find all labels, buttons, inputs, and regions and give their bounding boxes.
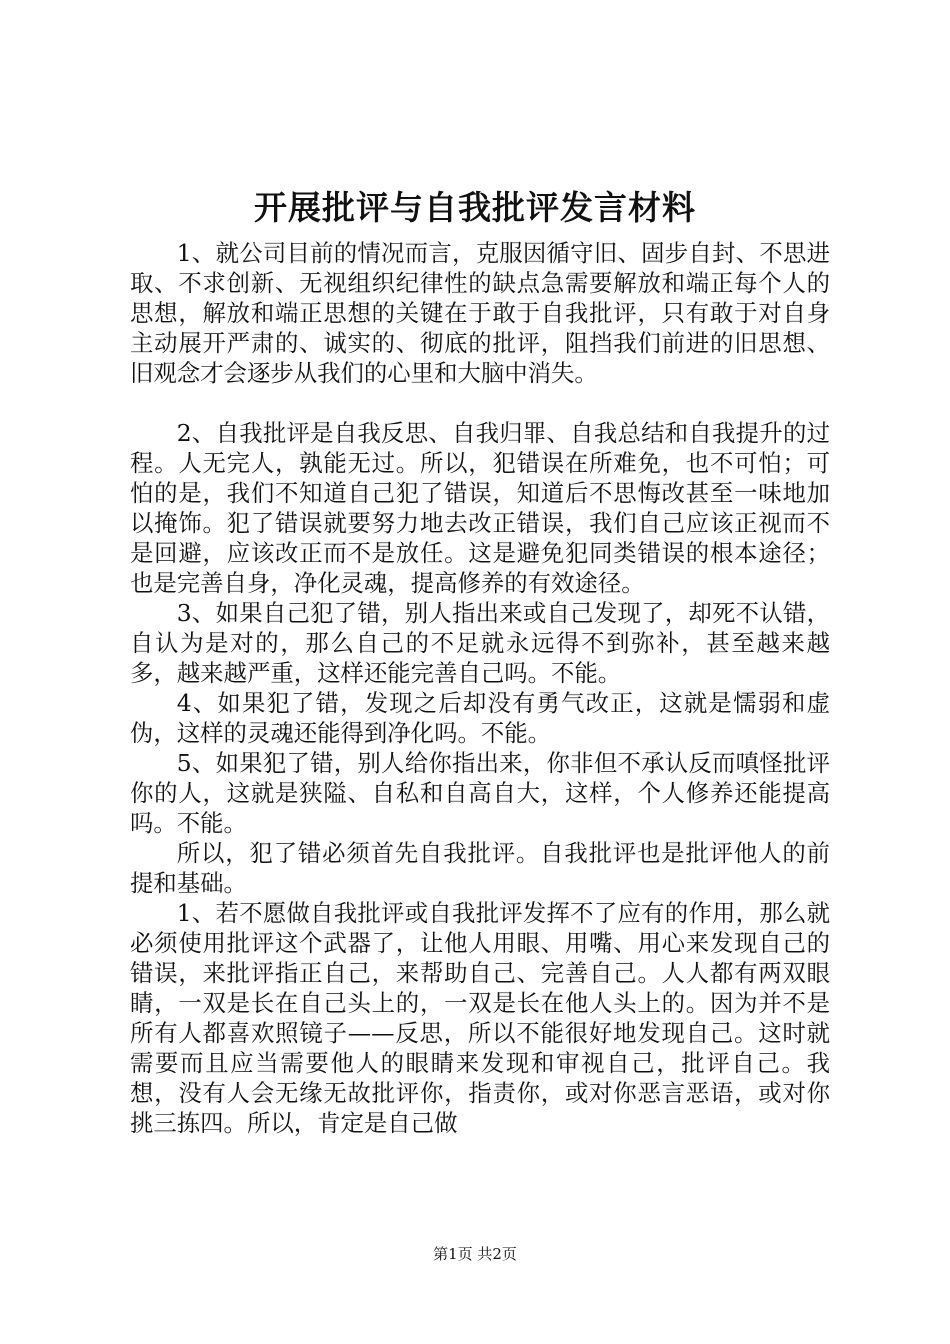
document-title: 开展批评与自我批评发言材料 [254,188,696,227]
document-body [130,238,830,1138]
paragraph-spacer [130,388,830,418]
page-footer: 第1页 共2页 [433,1245,517,1263]
paragraph-5: 5、如果犯了错，别人给你指出来，你非但不承认反而嗔怪批评你的人，这就是狭隘、自私和自高自大，这样，个人修养还能提高吗。不能。 [130,749,830,837]
paragraph-6: 所以，犯了错必须首先自我批评。自我批评也是批评他人的前提和基础。 [130,839,830,897]
paragraph-2: 2、自我批评是自我反思、自我归罪、自我总结和自我提升的过程。人无完人，孰能无过。所以，犯错误在所难免，也不可怕；可怕的是，我们不知道自己犯了错误，知道后不思悔改甚至一味地加以掩饰。犯了错误就要努力地去改正错误，我们自己应该正视而不是回避，应该改正而不是放任。这是避免犯同类错误的根本途径；也是完善自身，净化灵魂，提高修养的有效途径。 [130,419,830,597]
paragraph-1: 1、就公司目前的情况而言，克服因循守旧、固步自封、不思进取、不求创新、无视组织纪律性的缺点急需要解放和端正每个人的思想，解放和端正思想的关键在于敢于自我批评，只有敢于对自身主动展开严肃的、诚实的、彻底的批评，阻挡我们前进的旧思想、旧观念才会逐步从我们的心里和大脑中消失。 [130,239,830,387]
paragraph-7: 1、若不愿做自我批评或自我批评发挥不了应有的作用，那么就必须使用批评这个武器了，让他人用眼、用嘴、用心来发现自己的错误，来批评指正自己，来帮助自己、完善自己。人人都有两双眼睛，一双是长在自己头上的，一双是长在他人头上的。因为并不是所有人都喜欢照镜子——反思，所以不能很好地发现自己。这时就需要而且应当需要他人的眼睛来发现和审视自己，批评自己。我想，没有人会无缘无故批评你，指责你，或对你恶言恶语，或对你挑三拣四。所以，肯定是自己做 [130,899,830,1137]
paragraph-4: 4、如果犯了错，发现之后却没有勇气改正，这就是懦弱和虚伪，这样的灵魂还能得到净化吗。不能。 [130,689,830,747]
paragraph-3: 3、如果自己犯了错，别人指出来或自己发现了，却死不认错，自认为是对的，那么自己的不足就永远得不到弥补，甚至越来越多，越来越严重，这样还能完善自己吗。不能。 [130,599,830,687]
